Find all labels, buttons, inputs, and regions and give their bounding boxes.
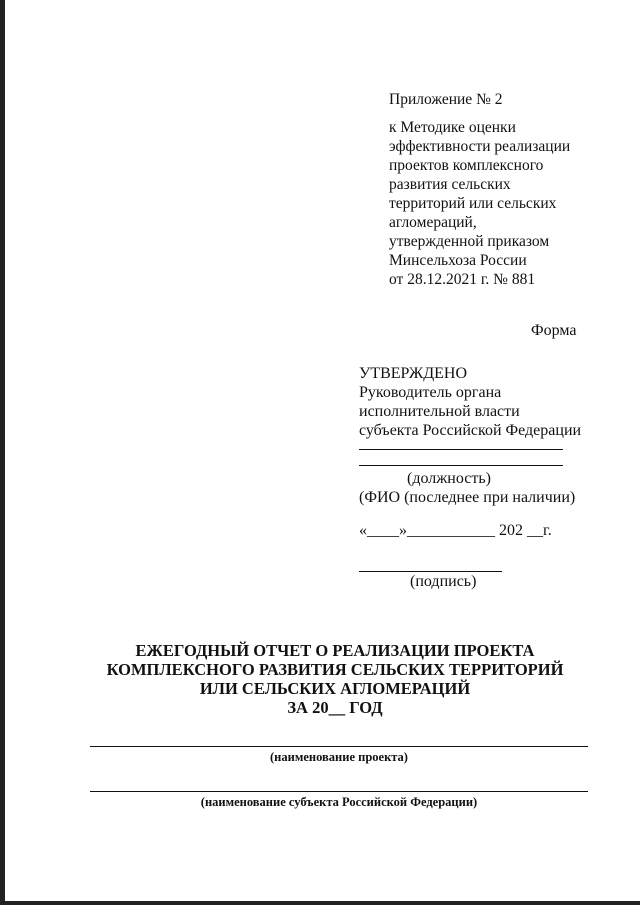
signature-caption: (подпись)	[410, 573, 477, 590]
approval-line: исполнительной власти	[359, 403, 520, 420]
appendix-line: утвержденной приказом	[389, 233, 550, 250]
form-label: Форма	[531, 322, 577, 339]
report-title-line: КОМПЛЕКСНОГО РАЗВИТИЯ СЕЛЬСКИХ ТЕРРИТОРИЙ	[106, 660, 564, 679]
appendix-line: проектов комплексного	[389, 157, 544, 174]
fio-caption: (ФИО (последнее при наличии)	[359, 489, 576, 506]
scan-bottom-edge	[0, 901, 640, 905]
appendix-line: территорий или сельских	[389, 195, 557, 212]
appendix-line: эффективности реализации	[389, 138, 571, 155]
approval-line: Руководитель органа	[359, 384, 502, 401]
appendix-line: Минсельхоза России	[389, 252, 527, 269]
approval-date: «____»___________ 202 __г.	[359, 522, 552, 539]
report-title-line: ЗА 20__ ГОД	[287, 698, 383, 717]
project-name-caption: (наименование проекта)	[270, 750, 408, 764]
position-caption: (должность)	[407, 470, 491, 487]
appendix-line: к Методике оценки	[389, 119, 516, 136]
appendix-line: от 28.12.2021 г. № 881	[389, 271, 536, 288]
approval-heading: УТВЕРЖДЕНО	[359, 365, 468, 382]
appendix-line: развития сельских	[389, 176, 511, 193]
approval-line: субъекта Российской Федерации	[359, 422, 582, 439]
region-line	[90, 791, 588, 792]
scan-left-edge	[0, 0, 5, 905]
report-title-line: ЕЖЕГОДНЫЙ ОТЧЕТ О РЕАЛИЗАЦИИ ПРОЕКТА	[135, 641, 535, 660]
project-name-line	[90, 746, 588, 747]
position-line-1	[359, 449, 563, 450]
appendix-line: агломераций,	[389, 214, 477, 231]
position-line-2	[359, 465, 563, 466]
report-title-line: ИЛИ СЕЛЬСКИХ АГЛОМЕРАЦИЙ	[199, 679, 471, 698]
appendix-heading: Приложение № 2	[389, 91, 503, 108]
region-caption: (наименование субъекта Российской Федерации)	[200, 795, 478, 809]
